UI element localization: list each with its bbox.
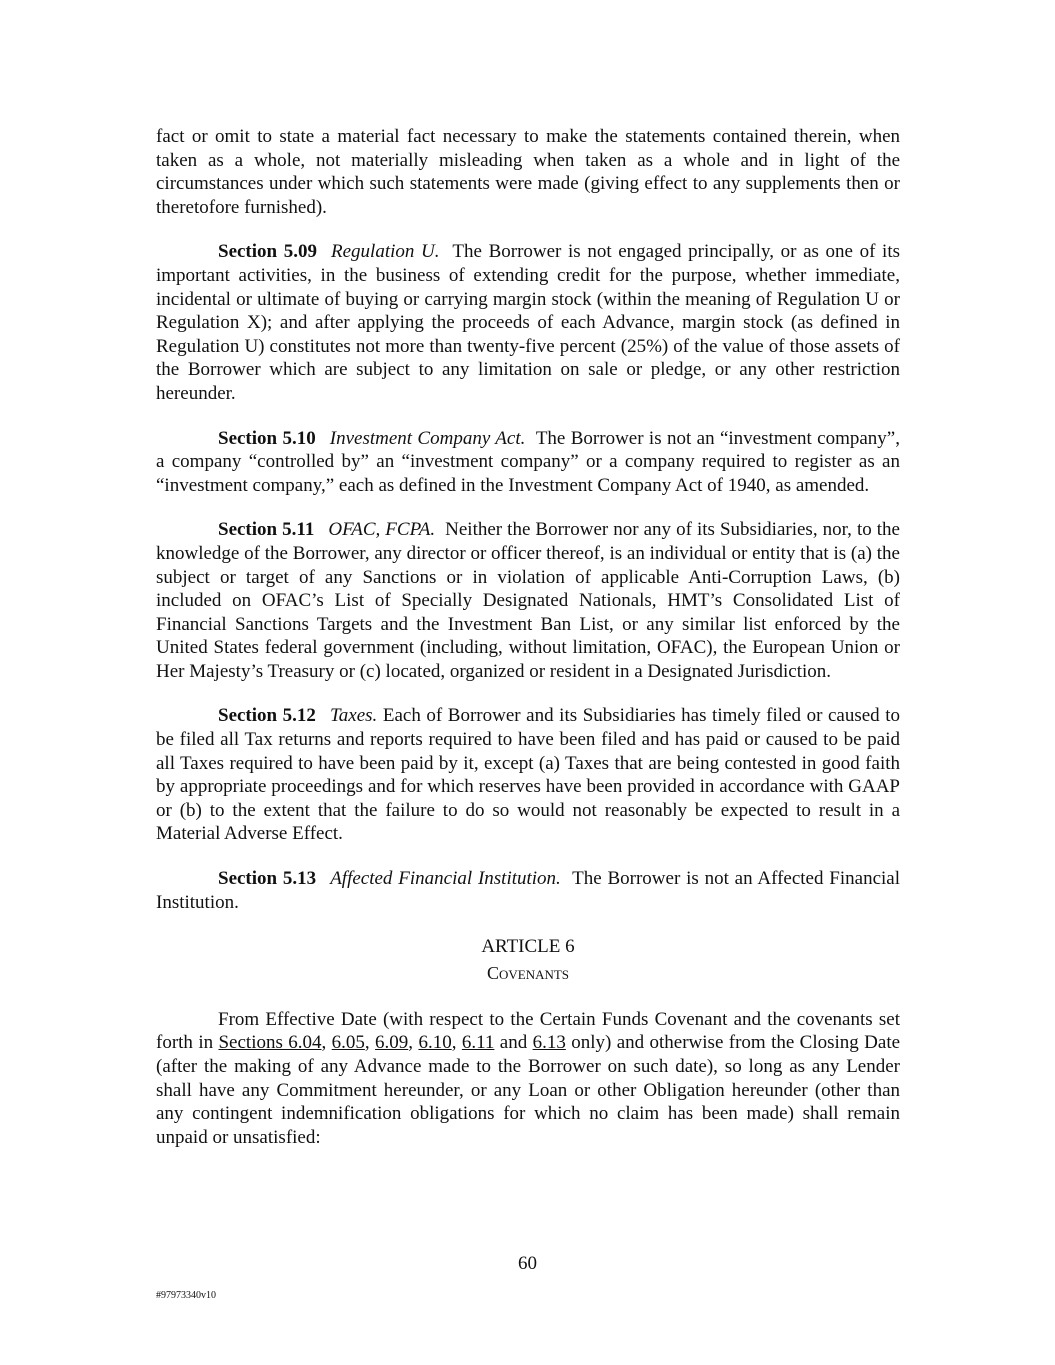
section-reference-link[interactable]: Sections 6.04: [218, 1032, 322, 1054]
section-reference-link[interactable]: 6.11: [461, 1032, 495, 1054]
section-reference-link[interactable]: 6.05: [331, 1032, 365, 1054]
section-5-10: [156, 427, 900, 498]
document-id: #97973340v10: [156, 1290, 216, 1301]
section-number: Section 5.11: [218, 519, 315, 541]
section-5-13: [156, 867, 900, 914]
separator: ,: [364, 1032, 376, 1054]
section-body: Each of Borrower and its Subsidiaries has timely filed or caused to be filed all Tax returns and reports required to have been filed and has paid or caused to be paid all Taxes required to have been paid by it, except (a) Taxes that are being contested in good faith by appropriate proceedings and for which reserves have been provided in accordance with GAAP or (b) to the extent that the failure to do so would not reasonably be expected to result in a Material Adverse Effect.: [156, 705, 901, 845]
page-number: 60: [518, 1253, 537, 1274]
covenants-paragraph: [156, 1008, 900, 1150]
section-title: Affected Financial Institution.: [330, 868, 561, 890]
section-title: Taxes.: [329, 705, 378, 727]
section-5-12: [156, 704, 900, 846]
covenants-text-start: From Effective Date (with respect to the Certain Funds Covenant and the covenants set forth in: [156, 1008, 900, 1054]
section-5-09: [156, 240, 900, 405]
section-reference-link[interactable]: 6.13: [532, 1032, 566, 1054]
section-5-11: [156, 518, 900, 683]
document-page: [156, 125, 900, 1170]
intro-paragraph: fact or omit to state a material fact necessary to make the statements contained therein, when taken as a whole, not materially misleading when taken as a whole and in light of the circumstances under which such statements were made (giving effect to any supplements then or theretofore furnished).: [156, 126, 900, 218]
section-body: The Borrower is not an Affected Financial Institution.: [156, 868, 901, 913]
section-number: Section 5.13: [218, 868, 317, 890]
section-reference-link[interactable]: 6.09: [375, 1032, 409, 1054]
section-number: Section 5.12: [218, 705, 316, 727]
covenants-text-end: only) and otherwise from the Closing Date (after the making of any Advance made to the Borrower on such date), so long as any Lender shall have any Commitment hereunder, or any Loan or other Obligation hereunder (other than any contingent indemnification obligations for which no claim has been made) shall remain unpaid or unsatisfied:: [156, 1032, 901, 1148]
section-number: Section 5.09: [218, 241, 317, 263]
section-body: Neither the Borrower nor any of its Subsidiaries, nor, to the knowledge of the Borrower, any director or officer thereof, is an individual or entity that is (a) the subject or target of any Sanctions or in violation of applicable Anti-Corruption Laws, (b) included on OFAC’s List of Specially Designated Nationals, HMT’s Consolidated List of Financial Sanctions Targets and the Investment Ban List, or any similar list enforced by the United States federal government (including, without limitation, OFAC), the European Union or Her Majesty’s Treasury or (c) located, organized or resident in a Designated Jurisdiction.: [156, 519, 900, 682]
section-title: Regulation U.: [331, 241, 440, 263]
section-number: Section 5.10: [218, 427, 316, 449]
article-heading: ARTICLE 6: [481, 936, 575, 958]
separator: ,: [408, 1032, 419, 1054]
separator: ,: [451, 1032, 462, 1054]
section-title: Investment Company Act.: [329, 427, 526, 449]
section-title: OFAC, FCPA.: [328, 519, 436, 541]
section-reference-link[interactable]: 6.10: [418, 1032, 452, 1054]
section-body: The Borrower is not engaged principally, or as one of its important activities, in the business of extending credit for the purpose, whether immediate, incidental or ultimate of buying or carrying margin stock (within the meaning of Regulation U or Regulation X); and after applying the proceeds of each Advance, margin stock (as defined in Regulation U) constitutes not more than twenty-five percent (25%) of the value of those assets of the Borrower which are subject to any limitation on sale or pledge, or any other restriction hereunder.: [156, 241, 900, 404]
section-body: The Borrower is not an “investment company”, a company “controlled by” an “investment company” or a company required to register as an “investment company,” each as defined in the Investment Company Act of 1940, as amended.: [156, 427, 900, 496]
separator: ,: [321, 1032, 332, 1054]
article-subheading: Covenants: [486, 962, 570, 983]
separator: and: [494, 1032, 533, 1054]
